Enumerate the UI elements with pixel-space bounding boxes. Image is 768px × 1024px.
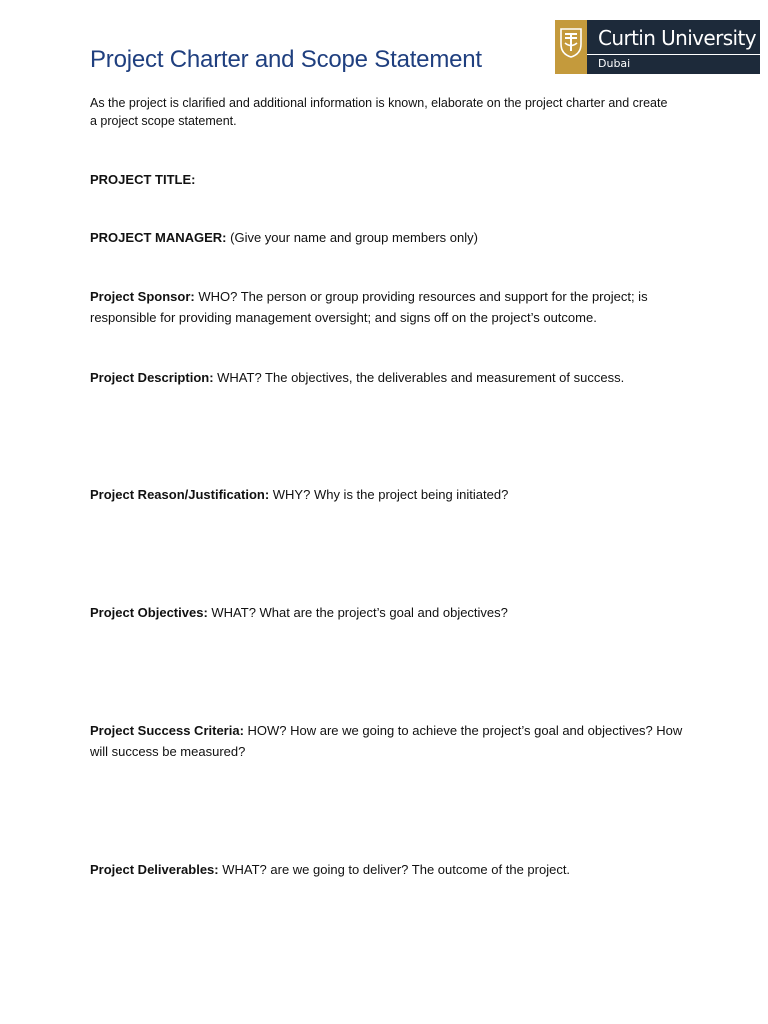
field-text: WHAT? What are the project’s goal and objectives?	[207, 605, 508, 620]
field-label: Project Objectives:	[90, 605, 208, 620]
field-label: PROJECT MANAGER:	[90, 230, 227, 245]
page-title: Project Charter and Scope Statement	[90, 46, 482, 73]
field-text: HOW? How are we going to achieve the project’s goal and objectives? How will success be measured?	[90, 723, 683, 759]
logo-name: Curtin University	[598, 26, 756, 50]
field-text: WHAT? are we going to deliver? The outcome of the project.	[218, 862, 571, 877]
field-project-manager	[90, 227, 690, 248]
intro-paragraph: As the project is clarified and additional information is known, elaborate on the project charter and create a project scope statement.	[90, 96, 668, 128]
field-project-objectives	[90, 602, 690, 623]
field-project-sponsor	[90, 286, 690, 328]
field-label: Project Sponsor:	[90, 289, 195, 304]
field-label: Project Description:	[90, 370, 214, 385]
field-project-deliverables	[90, 859, 690, 880]
field-label: Project Reason/Justification:	[90, 487, 270, 502]
field-text: WHO? The person or group providing resources and support for the project; is responsible for providing management oversight; and signs off on the project’s outcome.	[90, 289, 648, 325]
field-project-reason	[90, 484, 690, 505]
field-project-title	[90, 169, 690, 190]
logo-text-block	[587, 20, 760, 74]
field-text: WHAT? The objectives, the deliverables and measurement of success.	[213, 370, 625, 385]
crest-icon	[555, 20, 587, 74]
curtin-university-logo	[555, 20, 760, 74]
field-label: PROJECT TITLE:	[90, 172, 196, 187]
field-label: Project Success Criteria:	[90, 723, 244, 738]
logo-divider	[587, 54, 760, 55]
logo-subtitle: Dubai	[598, 57, 631, 70]
field-label: Project Deliverables:	[90, 862, 219, 877]
field-text: WHY? Why is the project being initiated?	[269, 487, 509, 502]
field-project-description	[90, 367, 690, 388]
field-text: (Give your name and group members only)	[226, 230, 478, 245]
field-project-success-criteria	[90, 720, 690, 762]
